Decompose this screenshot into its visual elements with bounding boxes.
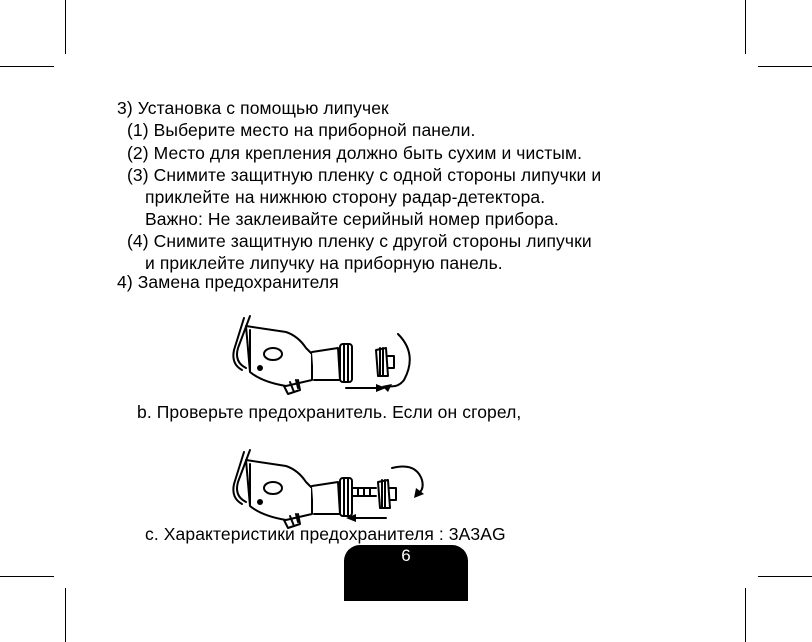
crop-mark-top-right-vertical: [745, 0, 746, 54]
page-number-tab: [344, 545, 468, 601]
caption-b: b. Проверьте предохранитель. Если он сгорел,: [137, 402, 522, 422]
step-3-text-line-2: приклейте на нижнюю сторону радар-детектора.: [145, 187, 546, 207]
plug-screw-cap-icon: [228, 444, 428, 530]
crop-mark-top-left-vertical: [65, 0, 66, 54]
crop-mark-top-right-horizontal: [758, 66, 812, 67]
plug-unscrew-cap-icon: [228, 310, 428, 396]
step-3-text-line-1: (3) Снимите защитную пленку с одной стороны липучки и: [127, 165, 602, 185]
crop-mark-bottom-right-vertical: [745, 588, 746, 642]
crop-mark-bottom-left-vertical: [65, 588, 66, 642]
crop-mark-bottom-left-horizontal: [0, 576, 54, 577]
step-2-text: (2) Место для крепления должно быть сухим и чистым.: [127, 143, 583, 163]
caption-c: c. Характеристики предохранителя : 3A3AG: [145, 524, 506, 544]
crop-mark-bottom-right-horizontal: [758, 576, 812, 577]
page-number: 6: [401, 546, 411, 565]
crop-mark-top-left-horizontal: [0, 66, 54, 67]
step-1-text: (1) Выберите место на приборной панели.: [127, 120, 476, 140]
step-4-text-line-2: и приклейте липучку на приборную панель.: [145, 253, 503, 273]
step-4-text-line-1: (4) Снимите защитную пленку с другой стороны липучки: [127, 231, 592, 251]
section-3-heading: 3) Установка с помощью липучек: [117, 98, 389, 118]
section-4-heading: 4) Замена предохранителя: [117, 272, 339, 292]
step-3-important-note: Важно: Не заклеивайте серийный номер прибора.: [145, 209, 559, 229]
